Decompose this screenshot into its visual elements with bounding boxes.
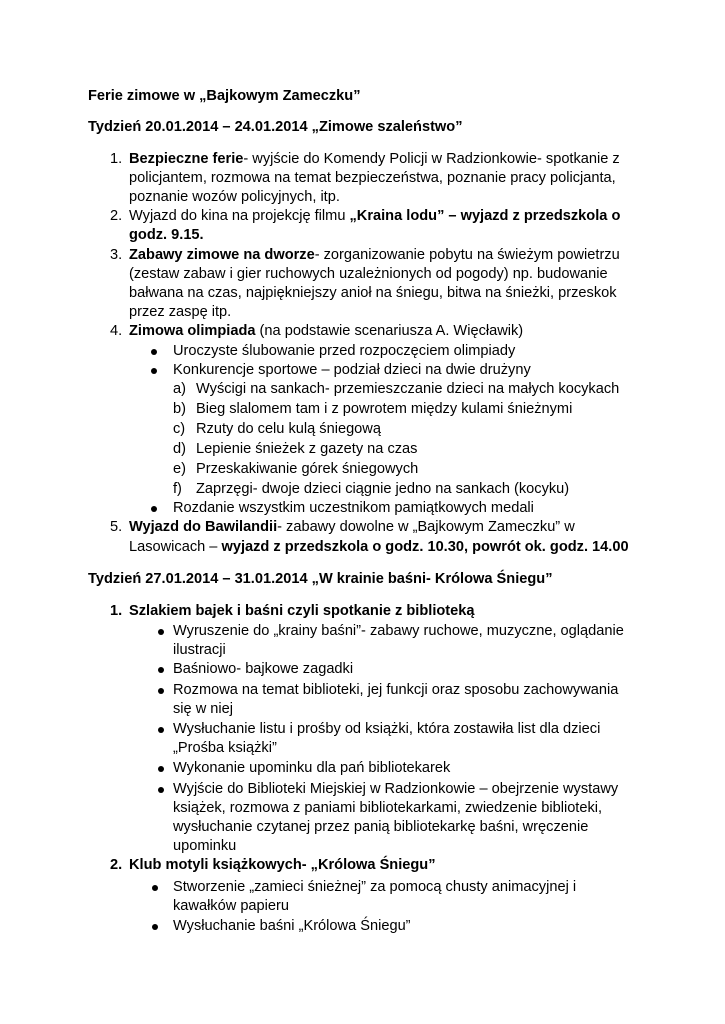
bullet-item-line: kawałków papieru bbox=[173, 898, 290, 914]
bullet-item: Wyjście do Biblioteki Miejskiej w Radzionkowie – obejrzenie wystawy bbox=[173, 781, 619, 797]
bullet-item: Wyruszenie do „krainy baśni”- zabawy ruchowe, muzyczne, oglądanie bbox=[173, 623, 624, 639]
item-bold: „Kraina lodu” – wyjazd z przedszkola o bbox=[349, 208, 621, 224]
item-line: (zestaw zabaw i gier ruchowych uzależnionych od pogody) np. budowanie bbox=[129, 266, 608, 282]
bullet-icon bbox=[158, 766, 164, 772]
bullet-item: Rozdanie wszystkim uczestnikom pamiątkowych medali bbox=[173, 500, 534, 516]
bullet-item: Konkurencje sportowe – podział dzieci na dwie drużyny bbox=[173, 362, 531, 378]
bullet-icon bbox=[158, 667, 164, 673]
bullet-item: Wykonanie upominku dla pań bibliotekarek bbox=[173, 760, 451, 776]
list-item bbox=[129, 518, 575, 537]
item-line: policjantem, rozmowa na temat bezpieczeństwa, poznanie pracy policjanta, bbox=[129, 170, 616, 186]
list-item: Szlakiem bajek i baśni czyli spotkanie z biblioteką bbox=[129, 603, 475, 619]
item-number: 4. bbox=[110, 323, 123, 339]
subitem-text: Zaprzęgi- dwoje dzieci ciągnie jedno na sankach (kocyku) bbox=[196, 481, 570, 497]
item-bold: Zimowa olimpiada bbox=[129, 323, 256, 339]
subitem-letter: f) bbox=[173, 481, 182, 497]
item-number: 2. bbox=[110, 857, 123, 873]
bullet-item-line: upominku bbox=[173, 838, 237, 854]
bullet-icon bbox=[151, 368, 157, 374]
bullet-item: Wysłuchanie listu i prośby od książki, która zostawiła list dla dzieci bbox=[173, 721, 601, 737]
bullet-icon bbox=[158, 629, 164, 635]
item-text: - wyjście do Komendy Policji w Radzionkowie- spotkanie z bbox=[243, 151, 620, 167]
week1-heading: Tydzień 20.01.2014 – 24.01.2014 „Zimowe szaleństwo” bbox=[88, 119, 463, 135]
item-bold: Wyjazd do Bawilandii bbox=[129, 519, 278, 535]
item-bold: Zabawy zimowe na dworze bbox=[129, 247, 315, 263]
item-bold: wyjazd z przedszkola o godz. 10.30, powrót ok. godz. 14.00 bbox=[221, 539, 629, 555]
subitem-text: Wyścigi na sankach- przemieszczanie dzieci na małych kocykach bbox=[196, 381, 620, 397]
item-text: - zabawy dowolne w „Bajkowym Zameczku” w bbox=[277, 519, 575, 535]
subitem-text: Rzuty do celu kulą śniegową bbox=[196, 421, 381, 437]
bullet-item: Stworzenie „zamieci śnieżnej” za pomocą chusty animacyjnej i bbox=[173, 879, 577, 895]
bullet-icon bbox=[152, 885, 158, 891]
bullet-item: Baśniowo- bajkowe zagadki bbox=[173, 661, 354, 677]
list-item bbox=[129, 322, 523, 341]
list-item bbox=[129, 207, 620, 226]
item-line bbox=[129, 538, 629, 557]
item-bold: Bezpieczne ferie bbox=[129, 151, 244, 167]
item-text: Lasowicach – bbox=[129, 539, 222, 555]
list-item bbox=[129, 150, 620, 169]
bullet-item: Rozmowa na temat biblioteki, jej funkcji oraz sposobu zachowywania bbox=[173, 682, 619, 698]
bullet-icon bbox=[158, 787, 164, 793]
item-line: bałwana na czas, najpiękniejszy anioł na śniegu, bitwa na śnieżki, przeskok bbox=[129, 285, 617, 301]
bullet-icon bbox=[151, 506, 157, 512]
bullet-icon bbox=[158, 688, 164, 694]
item-text: (na podstawie scenariusza A. Więcławik) bbox=[255, 323, 524, 339]
item-text: Wyjazd do kina na projekcję filmu bbox=[129, 208, 350, 224]
list-item bbox=[129, 246, 620, 265]
document-title: Ferie zimowe w „Bajkowym Zameczku” bbox=[88, 88, 361, 104]
bullet-item-line: wysłuchanie czytanej przez panią bibliotekarkę baśni, wręczenie bbox=[173, 819, 589, 835]
subitem-letter: a) bbox=[173, 381, 186, 397]
subitem-text: Przeskakiwanie górek śniegowych bbox=[196, 461, 419, 477]
item-line: przez zaspę itp. bbox=[129, 304, 232, 320]
week2-heading: Tydzień 27.01.2014 – 31.01.2014 „W krainie baśni- Królowa Śniegu” bbox=[88, 571, 553, 587]
bullet-icon bbox=[151, 349, 157, 355]
item-number: 1. bbox=[110, 151, 123, 167]
subitem-text: Lepienie śnieżek z gazety na czas bbox=[196, 441, 418, 457]
item-number: 2. bbox=[110, 208, 123, 224]
subitem-letter: d) bbox=[173, 441, 186, 457]
bullet-item-line: książek, rozmowa z paniami bibliotekarkami, zwiedzenie biblioteki, bbox=[173, 800, 603, 816]
bullet-item: Wysłuchanie baśni „Królowa Śniegu” bbox=[173, 918, 411, 934]
item-line: godz. 9.15. bbox=[129, 227, 204, 243]
item-number: 3. bbox=[110, 247, 123, 263]
item-number: 1. bbox=[110, 603, 123, 619]
subitem-text: Bieg slalomem tam i z powrotem między kulami śnieżnymi bbox=[196, 401, 573, 417]
subitem-letter: b) bbox=[173, 401, 186, 417]
list-item: Klub motyli książkowych- „Królowa Śniegu” bbox=[129, 857, 436, 873]
bullet-item: Uroczyste ślubowanie przed rozpoczęciem olimpiady bbox=[173, 343, 516, 359]
bullet-icon bbox=[158, 727, 164, 733]
subitem-letter: e) bbox=[173, 461, 186, 477]
item-line: poznanie wozów policyjnych, itp. bbox=[129, 189, 340, 205]
subitem-letter: c) bbox=[173, 421, 186, 437]
bullet-item-line: się w niej bbox=[173, 701, 234, 717]
item-text: - zorganizowanie pobytu na świeżym powietrzu bbox=[314, 247, 620, 263]
item-number: 5. bbox=[110, 519, 123, 535]
bullet-icon bbox=[152, 924, 158, 930]
bullet-item-line: ilustracji bbox=[173, 642, 226, 658]
bullet-item-line: „Prośba książki” bbox=[173, 740, 277, 756]
